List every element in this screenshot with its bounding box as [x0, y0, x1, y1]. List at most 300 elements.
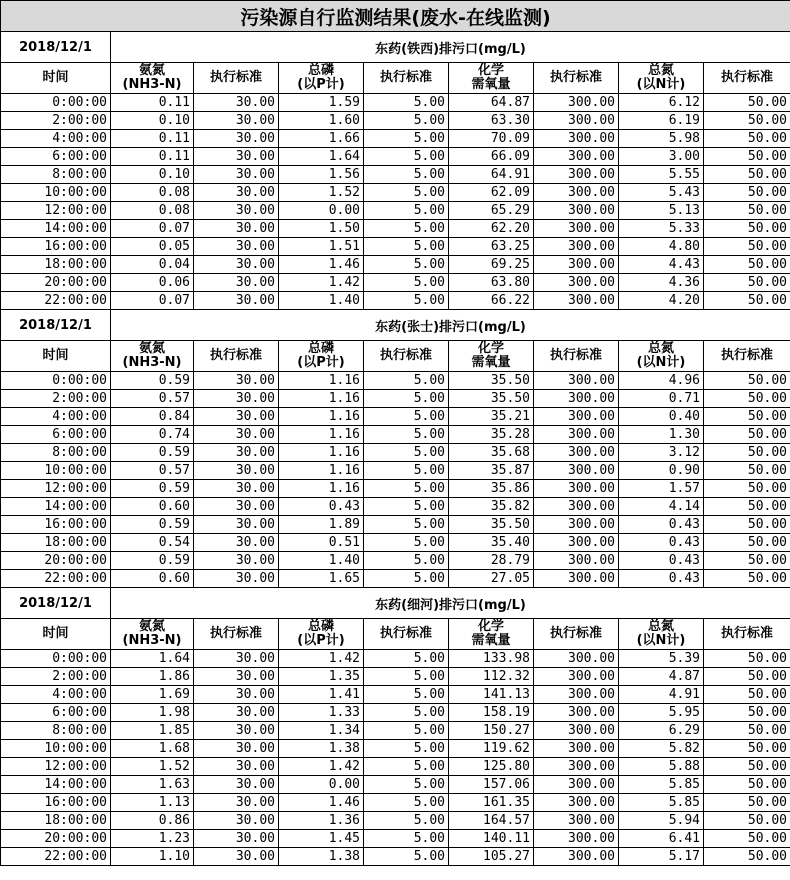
- column-header-line: 执行标准: [209, 70, 262, 85]
- cell-phosphorus-standard: 5.00: [364, 552, 449, 570]
- table-row: [1, 372, 790, 390]
- column-header-line: 执行标准: [209, 348, 262, 363]
- cell-ammonia-standard: 30.00: [194, 274, 279, 292]
- cell-cod-standard: 300.00: [534, 740, 619, 758]
- column-header-line: 执行标准: [549, 70, 602, 85]
- cell-total-nitrogen: 0.43: [619, 552, 704, 570]
- cell-cod: 112.32: [449, 668, 534, 686]
- cell-total-nitrogen: 6.12: [619, 94, 704, 112]
- table-row: [1, 686, 790, 704]
- cell-nitrogen-standard: 50.00: [704, 130, 790, 148]
- cell-ammonia-nitrogen: 1.10: [111, 848, 194, 866]
- table-row: [1, 812, 790, 830]
- column-header-line: 执行标准: [721, 626, 774, 641]
- section-outlet-name: 东药(铁西)排污口(mg/L): [111, 32, 790, 63]
- table-row: [1, 130, 790, 148]
- table-row: [1, 570, 790, 588]
- cell-cod-standard: 300.00: [534, 848, 619, 866]
- cell-total-phosphorus: 1.34: [279, 722, 364, 740]
- cell-cod-standard: 300.00: [534, 686, 619, 704]
- section-date: 2018/12/1: [1, 310, 111, 341]
- column-header-line: 执行标准: [379, 70, 432, 85]
- cell-ammonia-nitrogen: 0.60: [111, 498, 194, 516]
- cell-cod-standard: 300.00: [534, 516, 619, 534]
- column-header-line: 执行标准: [721, 348, 774, 363]
- cell-total-nitrogen: 0.40: [619, 408, 704, 426]
- cell-ammonia-nitrogen: 0.57: [111, 462, 194, 480]
- table-row: [1, 534, 790, 552]
- cell-total-phosphorus: 1.46: [279, 256, 364, 274]
- cell-nitrogen-standard: 50.00: [704, 220, 790, 238]
- column-header-line: 执行标准: [379, 626, 432, 641]
- table-row: [1, 830, 790, 848]
- cell-ammonia-nitrogen: 1.52: [111, 758, 194, 776]
- cell-total-nitrogen: 0.90: [619, 462, 704, 480]
- column-header-line: 需氧量: [471, 633, 511, 648]
- column-header-line: 时间: [42, 626, 69, 641]
- column-header-nitrogen-standard: [704, 619, 790, 650]
- table-row: [1, 94, 790, 112]
- cell-cod: 66.22: [449, 292, 534, 310]
- cell-time: 14:00:00: [1, 776, 111, 794]
- cell-time: 2:00:00: [1, 668, 111, 686]
- cell-total-phosphorus: 1.36: [279, 812, 364, 830]
- cell-nitrogen-standard: 50.00: [704, 516, 790, 534]
- column-header-line: 氨氮: [138, 619, 165, 634]
- cell-cod-standard: 300.00: [534, 534, 619, 552]
- cell-ammonia-standard: 30.00: [194, 776, 279, 794]
- cell-nitrogen-standard: 50.00: [704, 534, 790, 552]
- cell-phosphorus-standard: 5.00: [364, 112, 449, 130]
- column-header-line: 氨氮: [138, 63, 165, 78]
- cell-nitrogen-standard: 50.00: [704, 94, 790, 112]
- cell-ammonia-standard: 30.00: [194, 408, 279, 426]
- table-row: [1, 112, 790, 130]
- table-row: [1, 740, 790, 758]
- cell-cod: 125.80: [449, 758, 534, 776]
- title-row: [1, 1, 790, 32]
- cell-phosphorus-standard: 5.00: [364, 812, 449, 830]
- cell-total-nitrogen: 0.43: [619, 516, 704, 534]
- cell-total-phosphorus: 1.42: [279, 650, 364, 668]
- cell-time: 6:00:00: [1, 704, 111, 722]
- cell-ammonia-nitrogen: 0.10: [111, 166, 194, 184]
- cell-cod: 65.29: [449, 202, 534, 220]
- column-header-phosphorus-standard: [364, 619, 449, 650]
- cell-phosphorus-standard: 5.00: [364, 184, 449, 202]
- cell-time: 22:00:00: [1, 848, 111, 866]
- cell-nitrogen-standard: 50.00: [704, 848, 790, 866]
- cell-cod: 64.91: [449, 166, 534, 184]
- cell-nitrogen-standard: 50.00: [704, 166, 790, 184]
- cell-phosphorus-standard: 5.00: [364, 740, 449, 758]
- column-header-row: [1, 341, 790, 372]
- cell-ammonia-standard: 30.00: [194, 220, 279, 238]
- column-header-total-nitrogen: [619, 63, 704, 94]
- cell-phosphorus-standard: 5.00: [364, 516, 449, 534]
- cell-cod-standard: 300.00: [534, 462, 619, 480]
- cell-phosphorus-standard: 5.00: [364, 498, 449, 516]
- sheet-body: [1, 1, 790, 866]
- cell-time: 8:00:00: [1, 722, 111, 740]
- cell-cod-standard: 300.00: [534, 256, 619, 274]
- cell-time: 18:00:00: [1, 812, 111, 830]
- cell-ammonia-standard: 30.00: [194, 830, 279, 848]
- cell-total-nitrogen: 5.17: [619, 848, 704, 866]
- cell-total-nitrogen: 6.41: [619, 830, 704, 848]
- column-header-ammonia-nitrogen: [111, 341, 194, 372]
- cell-phosphorus-standard: 5.00: [364, 372, 449, 390]
- cell-total-phosphorus: 1.50: [279, 220, 364, 238]
- cell-cod: 133.98: [449, 650, 534, 668]
- column-header-line: 执行标准: [549, 348, 602, 363]
- cell-cod-standard: 300.00: [534, 704, 619, 722]
- cell-cod-standard: 300.00: [534, 650, 619, 668]
- table-row: [1, 516, 790, 534]
- cell-phosphorus-standard: 5.00: [364, 220, 449, 238]
- cell-cod: 35.50: [449, 390, 534, 408]
- cell-total-nitrogen: 5.33: [619, 220, 704, 238]
- column-header-line: 执行标准: [209, 626, 262, 641]
- cell-nitrogen-standard: 50.00: [704, 292, 790, 310]
- column-header-row: [1, 63, 790, 94]
- cell-time: 20:00:00: [1, 830, 111, 848]
- table-row: [1, 848, 790, 866]
- cell-ammonia-standard: 30.00: [194, 722, 279, 740]
- cell-time: 18:00:00: [1, 534, 111, 552]
- column-header-line: 总氮: [647, 619, 674, 634]
- cell-ammonia-nitrogen: 0.08: [111, 202, 194, 220]
- cell-time: 12:00:00: [1, 202, 111, 220]
- cell-phosphorus-standard: 5.00: [364, 830, 449, 848]
- cell-time: 4:00:00: [1, 408, 111, 426]
- table-row: [1, 462, 790, 480]
- cell-time: 4:00:00: [1, 130, 111, 148]
- cell-total-phosphorus: 1.40: [279, 552, 364, 570]
- cell-cod-standard: 300.00: [534, 758, 619, 776]
- table-row: [1, 776, 790, 794]
- table-row: [1, 650, 790, 668]
- cell-ammonia-nitrogen: 0.04: [111, 256, 194, 274]
- cell-cod-standard: 300.00: [534, 238, 619, 256]
- cell-ammonia-nitrogen: 1.86: [111, 668, 194, 686]
- cell-phosphorus-standard: 5.00: [364, 776, 449, 794]
- cell-nitrogen-standard: 50.00: [704, 462, 790, 480]
- column-header-line: (以N计): [636, 77, 686, 92]
- cell-ammonia-standard: 30.00: [194, 758, 279, 776]
- cell-total-nitrogen: 5.98: [619, 130, 704, 148]
- column-header-ammonia-standard: [194, 619, 279, 650]
- cell-ammonia-standard: 30.00: [194, 516, 279, 534]
- cell-nitrogen-standard: 50.00: [704, 444, 790, 462]
- cell-ammonia-standard: 30.00: [194, 498, 279, 516]
- cell-phosphorus-standard: 5.00: [364, 534, 449, 552]
- cell-ammonia-standard: 30.00: [194, 570, 279, 588]
- column-header-line: 总磷: [307, 63, 334, 78]
- cell-ammonia-nitrogen: 0.59: [111, 480, 194, 498]
- table-row: [1, 668, 790, 686]
- section-outlet-name: 东药(细河)排污口(mg/L): [111, 588, 790, 619]
- cell-ammonia-standard: 30.00: [194, 202, 279, 220]
- cell-cod: 164.57: [449, 812, 534, 830]
- cell-total-phosphorus: 1.42: [279, 274, 364, 292]
- cell-ammonia-nitrogen: 0.07: [111, 220, 194, 238]
- column-header-time: [1, 619, 111, 650]
- cell-time: 4:00:00: [1, 686, 111, 704]
- cell-total-nitrogen: 3.00: [619, 148, 704, 166]
- cell-ammonia-nitrogen: 0.57: [111, 390, 194, 408]
- cell-ammonia-nitrogen: 1.23: [111, 830, 194, 848]
- cell-total-nitrogen: 4.20: [619, 292, 704, 310]
- cell-cod-standard: 300.00: [534, 480, 619, 498]
- cell-cod: 119.62: [449, 740, 534, 758]
- cell-ammonia-nitrogen: 0.07: [111, 292, 194, 310]
- column-header-ammonia-standard: [194, 341, 279, 372]
- cell-phosphorus-standard: 5.00: [364, 480, 449, 498]
- cell-cod-standard: 300.00: [534, 372, 619, 390]
- cell-nitrogen-standard: 50.00: [704, 148, 790, 166]
- table-row: [1, 498, 790, 516]
- cell-nitrogen-standard: 50.00: [704, 426, 790, 444]
- column-header-ammonia-nitrogen: [111, 63, 194, 94]
- column-header-cod: [449, 341, 534, 372]
- column-header-line: 氨氮: [138, 341, 165, 356]
- cell-total-phosphorus: 1.60: [279, 112, 364, 130]
- cell-time: 16:00:00: [1, 238, 111, 256]
- column-header-total-phosphorus: [279, 619, 364, 650]
- cell-ammonia-nitrogen: 1.98: [111, 704, 194, 722]
- cell-cod-standard: 300.00: [534, 776, 619, 794]
- cell-nitrogen-standard: 50.00: [704, 776, 790, 794]
- cell-total-nitrogen: 4.87: [619, 668, 704, 686]
- table-row: [1, 238, 790, 256]
- column-header-line: 执行标准: [721, 70, 774, 85]
- cell-nitrogen-standard: 50.00: [704, 570, 790, 588]
- cell-total-nitrogen: 1.57: [619, 480, 704, 498]
- cell-ammonia-nitrogen: 0.11: [111, 130, 194, 148]
- cell-cod: 62.20: [449, 220, 534, 238]
- cell-ammonia-nitrogen: 0.06: [111, 274, 194, 292]
- cell-cod-standard: 300.00: [534, 148, 619, 166]
- cell-cod-standard: 300.00: [534, 390, 619, 408]
- cell-cod-standard: 300.00: [534, 274, 619, 292]
- column-header-phosphorus-standard: [364, 63, 449, 94]
- cell-ammonia-nitrogen: 0.08: [111, 184, 194, 202]
- cell-time: 8:00:00: [1, 166, 111, 184]
- cell-total-phosphorus: 0.43: [279, 498, 364, 516]
- column-header-line: (NH3-N): [122, 355, 182, 370]
- cell-cod: 69.25: [449, 256, 534, 274]
- column-header-line: (以N计): [636, 633, 686, 648]
- column-header-nitrogen-standard: [704, 341, 790, 372]
- cell-phosphorus-standard: 5.00: [364, 94, 449, 112]
- column-header-line: (以P计): [297, 633, 345, 648]
- cell-ammonia-standard: 30.00: [194, 552, 279, 570]
- column-header-phosphorus-standard: [364, 341, 449, 372]
- table-row: [1, 184, 790, 202]
- cell-total-phosphorus: 1.38: [279, 740, 364, 758]
- cell-ammonia-standard: 30.00: [194, 704, 279, 722]
- column-header-line: (NH3-N): [122, 77, 182, 92]
- column-header-ammonia-nitrogen: [111, 619, 194, 650]
- cell-cod: 63.80: [449, 274, 534, 292]
- cell-total-phosphorus: 1.64: [279, 148, 364, 166]
- cell-cod: 35.68: [449, 444, 534, 462]
- cell-cod-standard: 300.00: [534, 722, 619, 740]
- cell-phosphorus-standard: 5.00: [364, 686, 449, 704]
- cell-nitrogen-standard: 50.00: [704, 758, 790, 776]
- cell-total-nitrogen: 5.13: [619, 202, 704, 220]
- cell-cod: 35.50: [449, 372, 534, 390]
- cell-total-nitrogen: 4.96: [619, 372, 704, 390]
- cell-total-phosphorus: 1.65: [279, 570, 364, 588]
- column-header-line: 总氮: [647, 63, 674, 78]
- column-header-total-phosphorus: [279, 63, 364, 94]
- cell-ammonia-standard: 30.00: [194, 480, 279, 498]
- cell-cod: 158.19: [449, 704, 534, 722]
- cell-cod-standard: 300.00: [534, 130, 619, 148]
- cell-cod: 150.27: [449, 722, 534, 740]
- cell-cod: 35.28: [449, 426, 534, 444]
- column-header-line: 时间: [42, 348, 69, 363]
- cell-total-phosphorus: 1.35: [279, 668, 364, 686]
- cell-total-nitrogen: 5.94: [619, 812, 704, 830]
- cell-total-phosphorus: 1.16: [279, 372, 364, 390]
- cell-time: 22:00:00: [1, 570, 111, 588]
- column-header-line: (NH3-N): [122, 633, 182, 648]
- cell-ammonia-standard: 30.00: [194, 148, 279, 166]
- cell-phosphorus-standard: 5.00: [364, 444, 449, 462]
- cell-phosphorus-standard: 5.00: [364, 426, 449, 444]
- cell-ammonia-standard: 30.00: [194, 848, 279, 866]
- cell-total-phosphorus: 0.51: [279, 534, 364, 552]
- cell-time: 2:00:00: [1, 112, 111, 130]
- column-header-line: 化学: [477, 63, 504, 78]
- cell-total-phosphorus: 1.89: [279, 516, 364, 534]
- cell-total-nitrogen: 5.88: [619, 758, 704, 776]
- column-header-total-phosphorus: [279, 341, 364, 372]
- cell-time: 6:00:00: [1, 426, 111, 444]
- cell-ammonia-standard: 30.00: [194, 686, 279, 704]
- cell-total-phosphorus: 1.59: [279, 94, 364, 112]
- cell-ammonia-standard: 30.00: [194, 166, 279, 184]
- cell-total-nitrogen: 1.30: [619, 426, 704, 444]
- table-row: [1, 704, 790, 722]
- cell-time: 8:00:00: [1, 444, 111, 462]
- cell-phosphorus-standard: 5.00: [364, 238, 449, 256]
- cell-total-nitrogen: 0.71: [619, 390, 704, 408]
- cell-cod: 35.86: [449, 480, 534, 498]
- table-row: [1, 552, 790, 570]
- cell-ammonia-nitrogen: 1.63: [111, 776, 194, 794]
- column-header-line: 时间: [42, 70, 69, 85]
- cell-phosphorus-standard: 5.00: [364, 848, 449, 866]
- cell-nitrogen-standard: 50.00: [704, 408, 790, 426]
- table-row: [1, 758, 790, 776]
- cell-cod: 35.87: [449, 462, 534, 480]
- table-row: [1, 148, 790, 166]
- column-header-line: (以P计): [297, 355, 345, 370]
- cell-cod-standard: 300.00: [534, 166, 619, 184]
- column-header-line: 需氧量: [471, 355, 511, 370]
- cell-cod-standard: 300.00: [534, 794, 619, 812]
- cell-total-phosphorus: 1.66: [279, 130, 364, 148]
- cell-ammonia-standard: 30.00: [194, 238, 279, 256]
- cell-ammonia-standard: 30.00: [194, 534, 279, 552]
- cell-ammonia-nitrogen: 1.85: [111, 722, 194, 740]
- cell-total-phosphorus: 1.16: [279, 408, 364, 426]
- cell-ammonia-standard: 30.00: [194, 668, 279, 686]
- cell-total-phosphorus: 1.16: [279, 462, 364, 480]
- cell-ammonia-nitrogen: 0.59: [111, 372, 194, 390]
- column-header-time: [1, 341, 111, 372]
- cell-cod: 161.35: [449, 794, 534, 812]
- cell-ammonia-nitrogen: 0.59: [111, 552, 194, 570]
- cell-total-nitrogen: 5.55: [619, 166, 704, 184]
- cell-ammonia-standard: 30.00: [194, 256, 279, 274]
- cell-ammonia-nitrogen: 1.64: [111, 650, 194, 668]
- cell-nitrogen-standard: 50.00: [704, 686, 790, 704]
- cell-total-nitrogen: 6.19: [619, 112, 704, 130]
- cell-cod-standard: 300.00: [534, 498, 619, 516]
- cell-total-nitrogen: 3.12: [619, 444, 704, 462]
- cell-total-phosphorus: 1.45: [279, 830, 364, 848]
- cell-total-nitrogen: 5.43: [619, 184, 704, 202]
- cell-total-nitrogen: 0.43: [619, 534, 704, 552]
- cell-total-phosphorus: 1.46: [279, 794, 364, 812]
- cell-cod-standard: 300.00: [534, 426, 619, 444]
- cell-ammonia-standard: 30.00: [194, 112, 279, 130]
- cell-time: 10:00:00: [1, 184, 111, 202]
- cell-total-phosphorus: 1.42: [279, 758, 364, 776]
- cell-cod-standard: 300.00: [534, 444, 619, 462]
- cell-total-phosphorus: 0.00: [279, 202, 364, 220]
- cell-time: 6:00:00: [1, 148, 111, 166]
- cell-ammonia-standard: 30.00: [194, 812, 279, 830]
- cell-total-nitrogen: 5.95: [619, 704, 704, 722]
- cell-nitrogen-standard: 50.00: [704, 650, 790, 668]
- cell-ammonia-standard: 30.00: [194, 794, 279, 812]
- cell-time: 14:00:00: [1, 220, 111, 238]
- cell-cod-standard: 300.00: [534, 570, 619, 588]
- column-header-nitrogen-standard: [704, 63, 790, 94]
- cell-time: 0:00:00: [1, 372, 111, 390]
- cell-phosphorus-standard: 5.00: [364, 292, 449, 310]
- cell-ammonia-nitrogen: 0.54: [111, 534, 194, 552]
- cell-time: 22:00:00: [1, 292, 111, 310]
- cell-nitrogen-standard: 50.00: [704, 740, 790, 758]
- cell-cod: 70.09: [449, 130, 534, 148]
- cell-time: 16:00:00: [1, 516, 111, 534]
- table-row: [1, 220, 790, 238]
- column-header-total-nitrogen: [619, 619, 704, 650]
- cell-phosphorus-standard: 5.00: [364, 462, 449, 480]
- cell-total-phosphorus: 1.16: [279, 480, 364, 498]
- cell-time: 2:00:00: [1, 390, 111, 408]
- cell-total-phosphorus: 1.38: [279, 848, 364, 866]
- cell-phosphorus-standard: 5.00: [364, 758, 449, 776]
- cell-cod: 62.09: [449, 184, 534, 202]
- cell-time: 10:00:00: [1, 740, 111, 758]
- cell-total-nitrogen: 5.85: [619, 794, 704, 812]
- cell-ammonia-nitrogen: 0.11: [111, 148, 194, 166]
- cell-cod: 35.82: [449, 498, 534, 516]
- column-header-row: [1, 619, 790, 650]
- table-row: [1, 408, 790, 426]
- cell-total-nitrogen: 4.14: [619, 498, 704, 516]
- cell-time: 14:00:00: [1, 498, 111, 516]
- cell-ammonia-nitrogen: 0.60: [111, 570, 194, 588]
